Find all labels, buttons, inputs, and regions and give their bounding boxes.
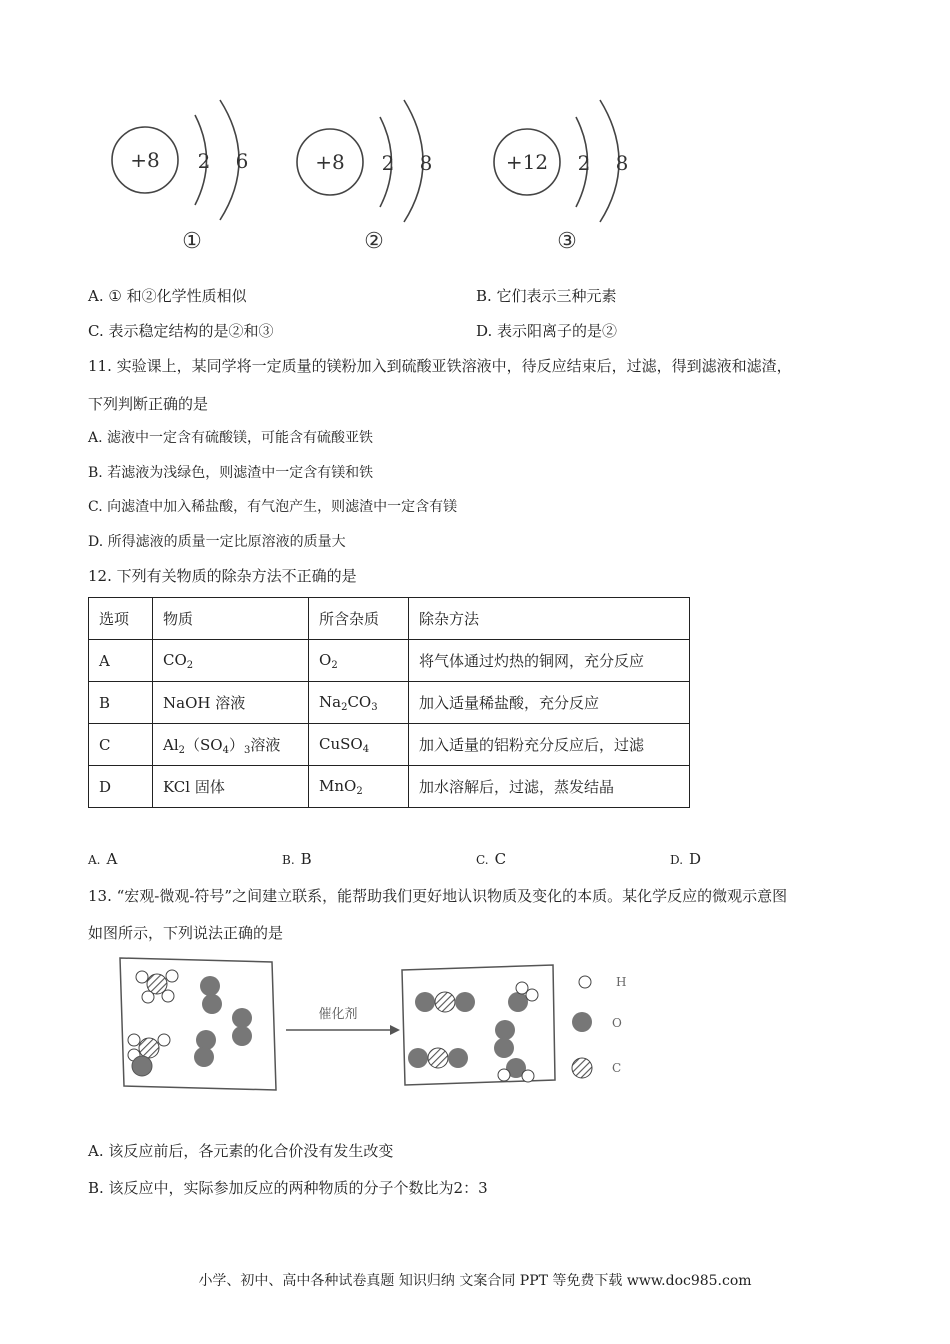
q12-stem: 12. 下列有关物质的除杂方法不正确的是 bbox=[88, 567, 357, 585]
header-option: 选项 bbox=[89, 598, 153, 640]
q12-answer-d: D. D bbox=[670, 850, 702, 868]
reaction-micro-diagram bbox=[100, 950, 660, 1105]
row-substance: NaOH 溶液 bbox=[153, 682, 309, 724]
oxygen-molecule bbox=[200, 976, 222, 1014]
q13-option-a: A. 该反应前后，各元素的化合价没有发生改变 bbox=[88, 1142, 394, 1160]
reactant-molecule-1 bbox=[136, 970, 178, 1003]
page-footer: 小学、初中、高中各种试卷真题 知识归纳 文案合同 PPT 等免费下载 www.doc985.com bbox=[198, 1273, 752, 1289]
row-impurity: $O_2$ bbox=[309, 640, 409, 682]
co2-molecule bbox=[408, 1048, 468, 1068]
atom-1 bbox=[112, 100, 248, 254]
legend-h: H bbox=[616, 975, 627, 989]
q12-answer-c: C. C bbox=[476, 850, 507, 868]
table-row bbox=[89, 682, 690, 724]
row-option: C bbox=[89, 724, 153, 766]
atom-3-shell1: 2 bbox=[577, 151, 591, 175]
atom-3 bbox=[494, 100, 628, 254]
oxygen-molecule bbox=[194, 1030, 216, 1067]
q12-answer-a: A. A bbox=[88, 850, 118, 868]
oxygen-molecule bbox=[232, 1008, 252, 1046]
q11-option-c: C. 向滤渣中加入稀盐酸，有气泡产生，则滤渣中一定含有镁 bbox=[88, 499, 458, 515]
row-substance: $CO_2$ bbox=[153, 640, 309, 682]
q11-stem-line1: 11. 实验课上，某同学将一定质量的镁粉加入到硫酸亚铁溶液中，待反应结束后，过滤，得到滤液和滤渣， bbox=[88, 357, 792, 375]
row-impurity: $Na_2CO_3$ bbox=[309, 682, 409, 724]
row-substance: $Al_2(SO_4)_3$溶液 bbox=[153, 724, 309, 766]
q13-stem-line2: 如图所示，下列说法正确的是 bbox=[88, 924, 284, 942]
table-row bbox=[89, 766, 690, 808]
atom-2-label: ② bbox=[364, 229, 384, 254]
atom-2-shell2: 8 bbox=[419, 151, 433, 175]
row-option: B bbox=[89, 682, 153, 724]
q11-stem-line2: 下列判断正确的是 bbox=[88, 395, 209, 413]
row-method: 加入适量的铝粉充分反应后，过滤 bbox=[409, 724, 690, 766]
row-option: A bbox=[89, 640, 153, 682]
atom-1-shell1: 2 bbox=[197, 149, 211, 173]
water-molecule bbox=[498, 1058, 534, 1082]
legend bbox=[572, 975, 626, 1078]
legend-c: C bbox=[612, 1061, 622, 1075]
atom-3-label: ③ bbox=[557, 229, 577, 254]
q10-option-d: D. 表示阳离子的是② bbox=[476, 322, 618, 340]
atom-structure-figure bbox=[100, 70, 660, 260]
reactant-molecule-2 bbox=[128, 1034, 170, 1076]
water-molecule bbox=[494, 1020, 515, 1058]
q10-option-a: A. ① 和②化学性质相似 bbox=[88, 287, 247, 305]
atom-2 bbox=[297, 100, 432, 254]
q11-option-d: D. 所得滤液的质量一定比原溶液的质量大 bbox=[88, 534, 346, 550]
header-substance: 物质 bbox=[153, 598, 309, 640]
atom-1-shell2: 6 bbox=[235, 149, 249, 173]
row-option: D bbox=[89, 766, 153, 808]
atom-1-label: ① bbox=[182, 229, 202, 254]
q10-option-b: B. 它们表示三种元素 bbox=[476, 287, 617, 305]
row-method: 将气体通过灼热的铜网，充分反应 bbox=[409, 640, 690, 682]
atom-3-nucleus: +12 bbox=[505, 150, 549, 174]
q12-answer-b: B. B bbox=[282, 850, 312, 868]
header-method: 除杂方法 bbox=[409, 598, 690, 640]
atom-2-nucleus: +8 bbox=[315, 150, 345, 174]
table-row bbox=[89, 724, 690, 766]
impurity-removal-table bbox=[88, 597, 690, 808]
header-impurity: 所含杂质 bbox=[309, 598, 409, 640]
q10-option-c: C. 表示稳定结构的是②和③ bbox=[88, 322, 274, 340]
row-impurity: MnO$_2$ bbox=[309, 766, 409, 808]
q13-option-b: B. 该反应中，实际参加反应的两种物质的分子个数比为2：3 bbox=[88, 1179, 488, 1197]
legend-o: O bbox=[612, 1016, 622, 1030]
q13-stem-line1: 13. “宏观-微观-符号”之间建立联系，能帮助我们更好地认识物质及变化的本质。某化学反应的微观示意图 bbox=[88, 887, 788, 905]
row-substance: KCl 固体 bbox=[153, 766, 309, 808]
co2-molecule bbox=[415, 992, 475, 1012]
row-method: 加入适量稀盐酸，充分反应 bbox=[409, 682, 690, 724]
water-molecule bbox=[508, 982, 538, 1012]
row-method: 加水溶解后，过滤，蒸发结晶 bbox=[409, 766, 690, 808]
catalyst-label: 催化剂 bbox=[318, 1007, 358, 1022]
atom-2-shell1: 2 bbox=[381, 151, 395, 175]
atom-3-shell2: 8 bbox=[615, 151, 629, 175]
row-impurity: CuSO$_4$ bbox=[309, 724, 409, 766]
q11-option-b: B. 若滤液为浅绿色，则滤渣中一定含有镁和铁 bbox=[88, 465, 374, 481]
q11-option-a: A. 滤液中一定含有硫酸镁，可能含有硫酸亚铁 bbox=[88, 430, 374, 446]
table-header-row bbox=[89, 598, 690, 640]
atom-1-nucleus: +8 bbox=[130, 148, 160, 172]
table-row bbox=[89, 640, 690, 682]
